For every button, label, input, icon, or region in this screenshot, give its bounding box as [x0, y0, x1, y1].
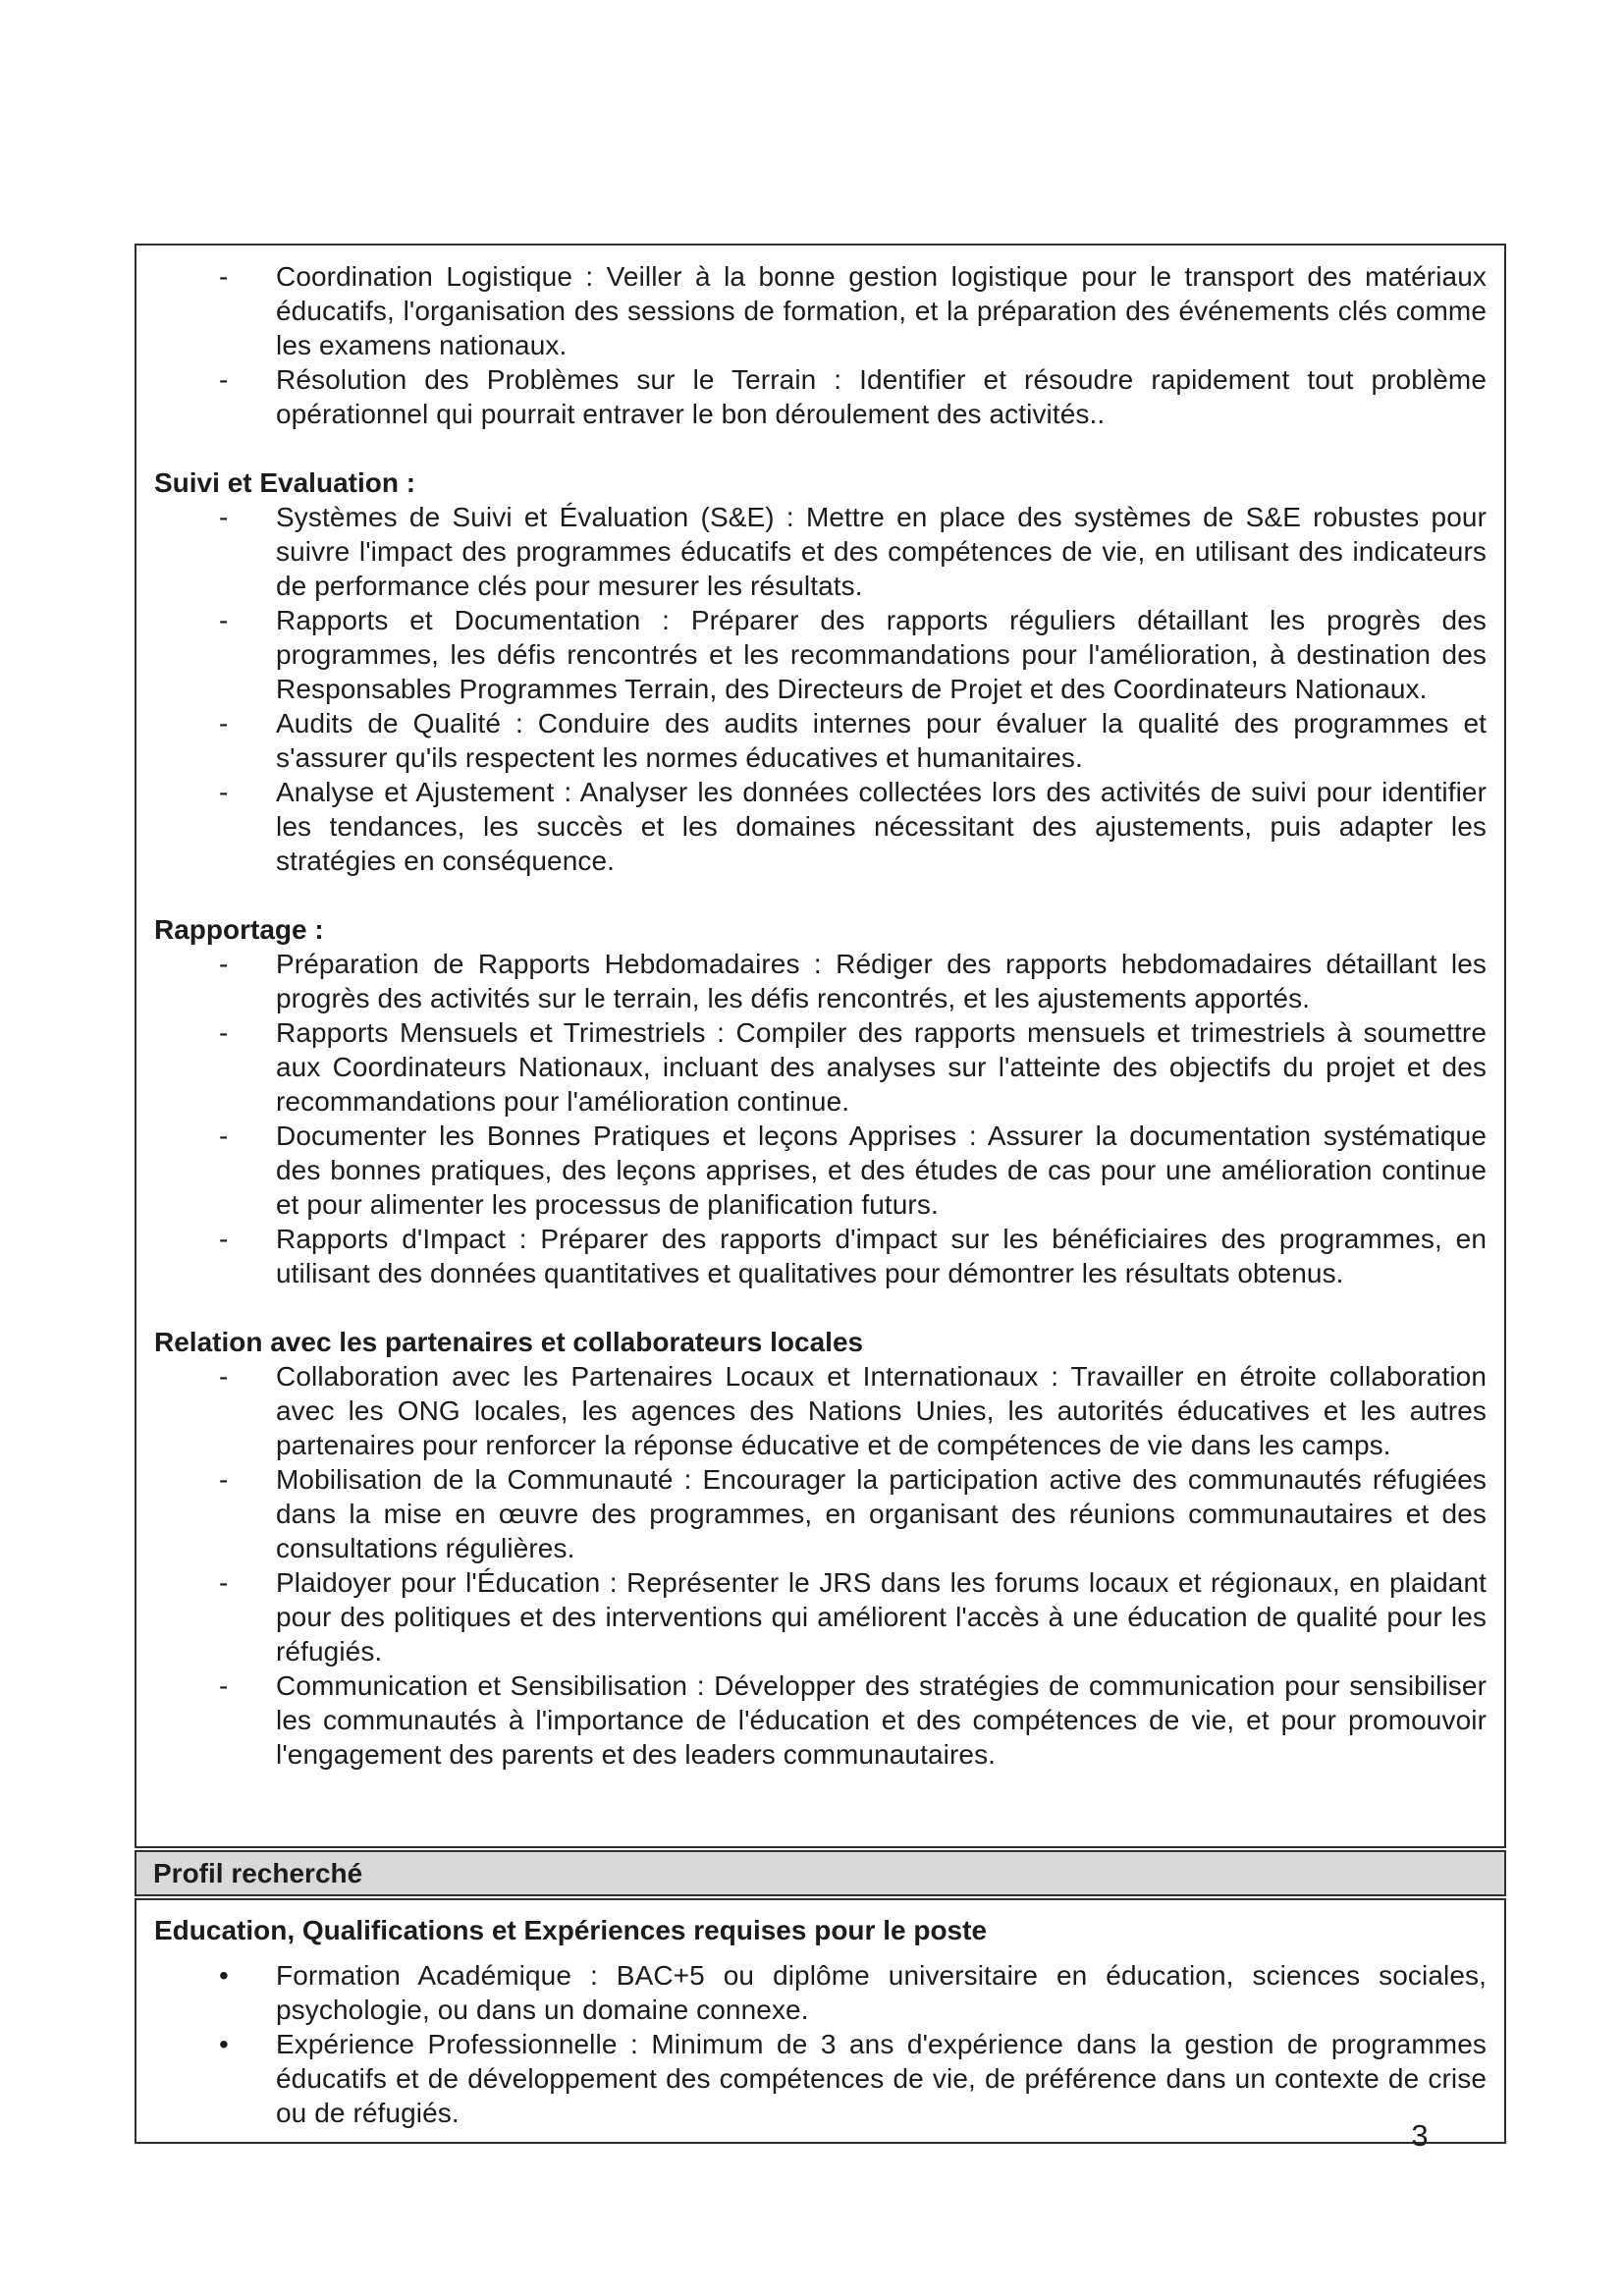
- list-item: [154, 775, 1487, 878]
- bullet-text: Coordination Logistique : Veiller à la bonne gestion logistique pour le transport des matériaux éducatifs, l'organisation des sessions de formation, et la préparation des événements clés comme les examens nationaux.: [276, 261, 1487, 360]
- list-item: [154, 1222, 1487, 1290]
- section-heading: Relation avec les partenaires et collaborateurs locales: [154, 1327, 864, 1357]
- list-item: [154, 2027, 1487, 2130]
- list-item: [154, 362, 1487, 431]
- dash-bullet-marker: -: [219, 1464, 229, 1495]
- qualifications-box: [135, 1898, 1506, 2144]
- profile-header-label: Profil recherché: [153, 1857, 363, 1888]
- list-item: [154, 706, 1487, 775]
- sections-container: [154, 465, 1487, 1772]
- dash-bullet-marker: -: [219, 605, 229, 635]
- responsibilities-box: [135, 244, 1506, 1848]
- list-item: [154, 1462, 1487, 1565]
- list-item: [154, 1668, 1487, 1772]
- qualifications-heading: Education, Qualifications et Expériences requises pour le poste: [154, 1915, 988, 1945]
- list-item: [154, 1119, 1487, 1222]
- dash-bullet-marker: -: [219, 1121, 229, 1151]
- bullet-text: Rapports d'Impact : Préparer des rapports d'impact sur les bénéficiaires des programmes, en utilisant des données quantitatives et qualitatives pour démontrer les résultats obtenus.: [276, 1224, 1487, 1288]
- dash-bullet-marker: -: [219, 1670, 229, 1701]
- bullet-text: Collaboration avec les Partenaires Locaux et Internationaux : Travailler en étroite collaboration avec les ONG locales, les agences des Nations Unies, les autorités éducatives et les autres partenaires pour renforcer la réponse éducative et de compétences de vie dans les camps.: [276, 1361, 1487, 1460]
- dot-bullet-marker: •: [219, 1960, 229, 1991]
- list-item: [154, 1015, 1487, 1119]
- profile-header-bar: [135, 1850, 1506, 1896]
- section-heading: Rapportage :: [154, 914, 324, 945]
- dash-bullet-marker: -: [219, 1361, 229, 1392]
- dash-bullet-marker: -: [219, 949, 229, 979]
- dash-bullet-marker: -: [219, 1017, 229, 1048]
- intro-bullet-list: [154, 259, 1487, 431]
- bullet-text: Préparation de Rapports Hebdomadaires : Rédiger des rapports hebdomadaires détaillant les progrès des activités sur le terrain, les défis rencontrés, et les ajustements apportés.: [276, 949, 1487, 1013]
- dash-bullet-marker: -: [219, 777, 229, 807]
- section-bullet-list: [154, 1359, 1487, 1772]
- list-item: [154, 1565, 1487, 1668]
- section-heading: Suivi et Evaluation :: [154, 467, 416, 498]
- section-bullet-list: [154, 947, 1487, 1290]
- list-item: [154, 947, 1487, 1015]
- list-item: [154, 500, 1487, 603]
- bullet-text: Rapports Mensuels et Trimestriels : Compiler des rapports mensuels et trimestriels à soumettre aux Coordinateurs Nationaux, incluant des analyses sur l'atteinte des objectifs du projet et des recommandations pour l'amélioration continue.: [276, 1017, 1487, 1117]
- bullet-text: Rapports et Documentation : Préparer des rapports réguliers détaillant les progrès des programmes, les défis rencontrés et les recommandations pour l'amélioration, à destination des Responsables Programmes Terrain, des Directeurs de Projet et des Coordinateurs Nationaux.: [276, 605, 1487, 704]
- qualifications-bullet-list: [154, 1958, 1487, 2130]
- bullet-text: Plaidoyer pour l'Éducation : Représenter le JRS dans les forums locaux et régionaux, en plaidant pour des politiques et des interventions qui améliorent l'accès à une éducation de qualité pour les réfugiés.: [276, 1567, 1487, 1667]
- dash-bullet-marker: -: [219, 502, 229, 532]
- list-item: [154, 603, 1487, 706]
- dash-bullet-marker: -: [219, 708, 229, 738]
- dash-bullet-marker: -: [219, 261, 229, 292]
- bullet-text: Résolution des Problèmes sur le Terrain : Identifier et résoudre rapidement tout problème opérationnel qui pourrait entraver le bon déroulement des activités..: [276, 364, 1487, 429]
- bullet-text: Mobilisation de la Communauté : Encourager la participation active des communautés réfugiées dans la mise en œuvre des programmes, en organisant des réunions communautaires et des consultations régulières.: [276, 1464, 1487, 1563]
- dash-bullet-marker: -: [219, 364, 229, 395]
- bullet-text: Analyse et Ajustement : Analyser les données collectées lors des activités de suivi pour identifier les tendances, les succès et les domaines nécessitant des ajustements, puis adapter les stratégies en conséquence.: [276, 777, 1487, 876]
- bullet-text: Expérience Professionnelle : Minimum de 3 ans d'expérience dans la gestion de programmes éducatifs et de développement des compétences de vie, de préférence dans un contexte de crise ou de réfugiés.: [276, 2029, 1487, 2128]
- bullet-text: Formation Académique : BAC+5 ou diplôme universitaire en éducation, sciences sociales, psychologie, ou dans un domaine connexe.: [276, 1960, 1487, 2025]
- bullet-text: Audits de Qualité : Conduire des audits internes pour évaluer la qualité des programmes et s'assurer qu'ils respectent les normes éducatives et humanitaires.: [276, 708, 1487, 773]
- list-item: [154, 1958, 1487, 2027]
- section-bullet-list: [154, 500, 1487, 878]
- list-item: [154, 1359, 1487, 1462]
- list-item: [154, 259, 1487, 362]
- dash-bullet-marker: -: [219, 1224, 229, 1254]
- dash-bullet-marker: -: [219, 1567, 229, 1598]
- page-number: 3: [1411, 2118, 1429, 2153]
- bullet-text: Documenter les Bonnes Pratiques et leçons Apprises : Assurer la documentation systématique des bonnes pratiques, des leçons apprises, et des études de cas pour une amélioration continue et pour alimenter les processus de planification futurs.: [276, 1121, 1487, 1220]
- bullet-text: Systèmes de Suivi et Évaluation (S&E) : Mettre en place des systèmes de S&E robustes pour suivre l'impact des programmes éducatifs et des compétences de vie, en utilisant des indicateurs de performance clés pour mesurer les résultats.: [276, 502, 1487, 601]
- bullet-text: Communication et Sensibilisation : Développer des stratégies de communication pour sensibiliser les communautés à l'importance de l'éducation et des compétences de vie, et pour promouvoir l'engagement des parents et des leaders communautaires.: [276, 1670, 1487, 1770]
- dot-bullet-marker: •: [219, 2029, 229, 2059]
